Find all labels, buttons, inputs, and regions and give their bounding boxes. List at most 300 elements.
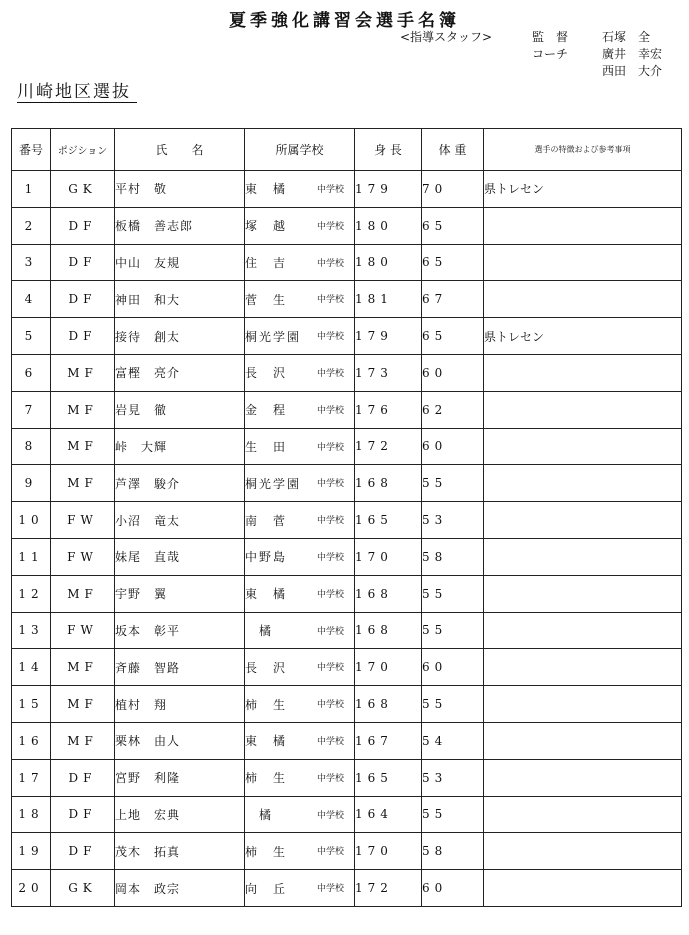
player-school (245, 686, 355, 723)
player-school (245, 171, 355, 208)
player-height-text: 168 (355, 697, 393, 712)
document-title: 夏季強化講習会選手名簿 (229, 11, 460, 31)
player-number-text: 10 (18, 513, 44, 528)
player-school-text: 長 沢 (245, 660, 288, 675)
player-name-text: 富樫 亮介 (115, 366, 181, 381)
player-name (115, 207, 245, 244)
player-school (245, 833, 355, 870)
player-number-text: 17 (18, 770, 44, 785)
player-notes (484, 207, 682, 244)
player-notes-text: 県トレセン (484, 182, 545, 197)
staff-name: 廣井 幸宏 (602, 47, 663, 61)
player-number (12, 612, 51, 649)
player-name-text: 神田 和大 (115, 292, 181, 307)
school-suffix: 中学校 (316, 442, 344, 453)
player-name-text: 板橋 善志郎 (115, 219, 194, 234)
header-name: 氏 名 (115, 129, 245, 171)
player-notes (484, 575, 682, 612)
player-height (355, 686, 422, 723)
player-name (115, 870, 245, 907)
player-position (51, 759, 115, 796)
player-notes (484, 870, 682, 907)
player-weight-text: 55 (422, 623, 448, 638)
school-suffix: 中学校 (316, 847, 344, 858)
table-row (12, 612, 682, 649)
player-school (245, 318, 355, 355)
player-height (355, 354, 422, 391)
school-suffix: 中学校 (316, 663, 344, 674)
player-position (51, 796, 115, 833)
player-height (355, 538, 422, 575)
player-school (245, 465, 355, 502)
player-notes (484, 649, 682, 686)
player-position-text: DF (68, 255, 97, 270)
player-name-text: 宮野 利隆 (115, 771, 181, 786)
header-weight: 体 重 (422, 129, 484, 171)
player-school-text: 長 沢 (245, 366, 288, 381)
school-suffix: 中学校 (316, 589, 344, 600)
player-number (12, 870, 51, 907)
player-weight (422, 649, 484, 686)
table-row (12, 244, 682, 281)
player-name (115, 354, 245, 391)
player-name (115, 171, 245, 208)
player-position-text: DF (68, 329, 97, 344)
player-height (355, 649, 422, 686)
player-notes (484, 759, 682, 796)
table-row (12, 796, 682, 833)
player-school (245, 207, 355, 244)
player-position (51, 207, 115, 244)
table-row (12, 870, 682, 907)
player-position-text: GK (68, 181, 97, 196)
player-notes (484, 318, 682, 355)
player-weight-text: 60 (422, 881, 448, 896)
player-number (12, 354, 51, 391)
player-weight-text: 62 (422, 402, 448, 417)
player-height-text: 168 (355, 476, 393, 491)
player-position (51, 465, 115, 502)
header-height: 身 長 (355, 129, 422, 171)
player-weight-text: 60 (422, 365, 448, 380)
player-school-text: 橘 (245, 623, 274, 638)
table-row (12, 722, 682, 759)
header-notes: 選手の特徴および参考事項 (484, 129, 682, 171)
player-school (245, 538, 355, 575)
player-weight-text: 58 (422, 549, 448, 564)
player-weight (422, 612, 484, 649)
player-number (12, 502, 51, 539)
player-number-text: 18 (18, 807, 44, 822)
player-number-text: 5 (24, 329, 38, 344)
player-number-text: 14 (18, 660, 44, 675)
player-name (115, 612, 245, 649)
player-weight (422, 722, 484, 759)
player-weight-text: 60 (422, 439, 448, 454)
player-weight (422, 759, 484, 796)
player-school-text: 東 橘 (245, 182, 288, 197)
school-suffix: 中学校 (316, 700, 344, 711)
player-number-text: 1 (24, 181, 38, 196)
school-suffix: 中学校 (316, 773, 344, 784)
player-school-text: 向 丘 (245, 881, 288, 896)
player-position (51, 722, 115, 759)
player-position-text: FW (67, 623, 98, 638)
player-position (51, 391, 115, 428)
player-position (51, 281, 115, 318)
player-position (51, 354, 115, 391)
staff-role: 監 督 (532, 30, 569, 44)
player-name-text: 茂木 拓真 (115, 844, 181, 859)
player-height (355, 391, 422, 428)
player-number (12, 465, 51, 502)
player-name-text: 峠 大輝 (115, 439, 168, 454)
school-suffix: 中学校 (316, 810, 344, 821)
school-suffix: 中学校 (316, 258, 344, 269)
player-number-text: 15 (18, 697, 44, 712)
player-weight (422, 502, 484, 539)
player-position-text: GK (68, 881, 97, 896)
player-number-text: 4 (24, 292, 38, 307)
player-school-text: 東 橘 (245, 587, 288, 602)
player-name-text: 接待 創太 (115, 329, 181, 344)
player-weight (422, 870, 484, 907)
player-weight-text: 65 (422, 218, 448, 233)
player-name-text: 芦澤 駿介 (115, 476, 181, 491)
player-height-text: 167 (355, 733, 393, 748)
table-row (12, 538, 682, 575)
player-height-text: 179 (355, 181, 393, 196)
player-position (51, 502, 115, 539)
player-name (115, 575, 245, 612)
player-height-text: 172 (355, 881, 393, 896)
player-notes (484, 428, 682, 465)
player-school-text: 柿 生 (245, 844, 288, 859)
player-weight-text: 65 (422, 329, 448, 344)
player-name (115, 391, 245, 428)
player-weight-text: 53 (422, 513, 448, 528)
player-weight (422, 281, 484, 318)
player-school-text: 住 吉 (245, 255, 288, 270)
player-name (115, 465, 245, 502)
player-weight-text: 55 (422, 476, 448, 491)
player-number-text: 8 (24, 439, 38, 454)
player-notes (484, 391, 682, 428)
player-notes (484, 538, 682, 575)
table-row (12, 281, 682, 318)
school-suffix: 中学校 (316, 405, 344, 416)
player-school (245, 870, 355, 907)
player-notes (484, 686, 682, 723)
player-position-text: MF (67, 697, 98, 712)
table-row (12, 207, 682, 244)
table-row (12, 649, 682, 686)
player-position (51, 870, 115, 907)
player-position-text: MF (67, 586, 98, 601)
player-name (115, 428, 245, 465)
player-position-text: MF (67, 733, 98, 748)
player-notes (484, 796, 682, 833)
player-school (245, 244, 355, 281)
player-school-text: 菅 生 (245, 292, 288, 307)
player-school (245, 722, 355, 759)
player-school (245, 796, 355, 833)
player-height (355, 207, 422, 244)
staff-name: 石塚 全 (602, 30, 651, 44)
player-school (245, 759, 355, 796)
school-suffix: 中学校 (316, 185, 344, 195)
player-height-text: 180 (355, 218, 393, 233)
table-row (12, 833, 682, 870)
player-weight (422, 391, 484, 428)
player-number (12, 171, 51, 208)
player-name-text: 栗林 由人 (115, 734, 181, 749)
player-height-text: 170 (355, 549, 393, 564)
player-number (12, 281, 51, 318)
player-weight (422, 686, 484, 723)
player-weight (422, 244, 484, 281)
player-number-text: 12 (18, 586, 44, 601)
school-suffix: 中学校 (316, 295, 344, 306)
player-name (115, 796, 245, 833)
player-height-text: 176 (355, 402, 393, 417)
player-weight (422, 428, 484, 465)
player-height-text: 168 (355, 586, 393, 601)
school-suffix: 中学校 (316, 884, 344, 895)
player-weight-text: 53 (422, 770, 448, 785)
player-height (355, 171, 422, 208)
player-name-text: 中山 友規 (115, 255, 181, 270)
player-number (12, 207, 51, 244)
player-height-text: 181 (355, 292, 393, 307)
player-position (51, 612, 115, 649)
player-position-text: DF (68, 807, 97, 822)
player-height-text: 170 (355, 660, 393, 675)
header-school: 所属学校 (245, 129, 355, 171)
player-height-text: 179 (355, 329, 393, 344)
player-number-text: 7 (24, 402, 38, 417)
player-position-text: DF (68, 292, 97, 307)
player-notes (484, 281, 682, 318)
player-position-text: MF (67, 402, 98, 417)
school-suffix: 中学校 (316, 552, 344, 563)
player-weight (422, 833, 484, 870)
player-school-text: 柿 生 (245, 697, 288, 712)
roster-body (12, 171, 682, 907)
player-height (355, 318, 422, 355)
player-school (245, 502, 355, 539)
player-number-text: 19 (18, 844, 44, 859)
player-weight (422, 796, 484, 833)
player-school-text: 南 菅 (245, 513, 288, 528)
player-notes (484, 354, 682, 391)
player-weight (422, 318, 484, 355)
player-height-text: 165 (355, 513, 393, 528)
player-school (245, 612, 355, 649)
player-name-text: 平村 敬 (115, 182, 168, 197)
school-suffix: 中学校 (316, 332, 344, 343)
player-school-text: 東 橘 (245, 734, 288, 749)
school-suffix: 中学校 (316, 626, 344, 637)
player-name (115, 759, 245, 796)
player-height (355, 281, 422, 318)
player-name (115, 538, 245, 575)
player-height-text: 173 (355, 365, 393, 380)
player-height-text: 168 (355, 623, 393, 638)
player-number (12, 538, 51, 575)
player-weight-text: 65 (422, 255, 448, 270)
player-position-text: FW (67, 549, 98, 564)
player-position (51, 318, 115, 355)
player-weight-text: 55 (422, 807, 448, 822)
player-weight (422, 354, 484, 391)
player-number (12, 722, 51, 759)
player-weight-text: 67 (422, 292, 448, 307)
player-height-text: 164 (355, 807, 393, 822)
player-notes (484, 465, 682, 502)
table-row (12, 465, 682, 502)
player-school-text: 金 程 (245, 403, 288, 418)
player-weight (422, 207, 484, 244)
player-school (245, 649, 355, 686)
player-notes (484, 833, 682, 870)
staff-name: 西田 大介 (602, 64, 663, 78)
player-height (355, 502, 422, 539)
player-position-text: DF (68, 844, 97, 859)
player-school-text: 中野島 (245, 550, 288, 565)
table-row (12, 575, 682, 612)
player-position (51, 575, 115, 612)
player-number (12, 428, 51, 465)
player-position-text: MF (67, 660, 98, 675)
player-number-text: 6 (24, 365, 38, 380)
player-notes (484, 244, 682, 281)
player-name (115, 833, 245, 870)
player-position (51, 428, 115, 465)
player-number (12, 686, 51, 723)
player-name-text: 坂本 彰平 (115, 623, 181, 638)
player-name (115, 502, 245, 539)
player-number-text: 3 (24, 255, 38, 270)
player-name-text: 小沼 竜太 (115, 513, 181, 528)
school-suffix: 中学校 (316, 221, 344, 232)
player-number (12, 575, 51, 612)
player-position-text: DF (68, 770, 97, 785)
player-name (115, 281, 245, 318)
player-weight (422, 465, 484, 502)
player-height (355, 722, 422, 759)
player-name (115, 686, 245, 723)
player-position-text: MF (67, 365, 98, 380)
player-height (355, 575, 422, 612)
staff-heading: <指導スタッフ> (400, 30, 493, 44)
player-school (245, 391, 355, 428)
player-position-text: MF (67, 476, 98, 491)
player-height (355, 612, 422, 649)
player-notes (484, 171, 682, 208)
player-name (115, 722, 245, 759)
player-number (12, 796, 51, 833)
player-position (51, 171, 115, 208)
player-weight (422, 538, 484, 575)
player-school (245, 281, 355, 318)
player-number (12, 244, 51, 281)
player-notes (484, 502, 682, 539)
player-weight-text: 55 (422, 697, 448, 712)
table-row (12, 171, 682, 208)
player-notes (484, 722, 682, 759)
header-no: 番号 (12, 129, 51, 171)
player-position-text: MF (67, 439, 98, 454)
school-suffix: 中学校 (316, 479, 344, 490)
player-notes-text: 県トレセン (484, 329, 545, 344)
player-height (355, 244, 422, 281)
player-height-text: 165 (355, 770, 393, 785)
player-height (355, 796, 422, 833)
player-position-text: FW (67, 513, 98, 528)
player-school-text: 生 田 (245, 439, 288, 454)
table-row (12, 428, 682, 465)
player-number (12, 833, 51, 870)
player-height (355, 870, 422, 907)
player-number-text: 9 (24, 476, 38, 491)
player-school-text: 桐光学園 (245, 329, 302, 344)
player-height-text: 180 (355, 255, 393, 270)
player-school (245, 354, 355, 391)
player-name-text: 岩見 徹 (115, 403, 168, 418)
player-height (355, 465, 422, 502)
player-weight-text: 54 (422, 733, 448, 748)
player-number (12, 391, 51, 428)
staff-role: コーチ (532, 47, 569, 61)
player-weight-text: 60 (422, 660, 448, 675)
player-weight-text: 70 (422, 181, 448, 196)
player-name-text: 上地 宏典 (115, 807, 181, 822)
player-school-text: 橘 (245, 807, 274, 822)
player-position-text: DF (68, 218, 97, 233)
player-school (245, 575, 355, 612)
school-suffix: 中学校 (316, 736, 344, 747)
player-weight (422, 575, 484, 612)
player-position (51, 833, 115, 870)
player-position (51, 538, 115, 575)
player-school-text: 桐光学園 (245, 476, 302, 491)
roster-table (11, 128, 682, 907)
player-number-text: 11 (18, 549, 44, 564)
player-height-text: 172 (355, 439, 393, 454)
header-position: ポジション (51, 129, 115, 171)
player-name-text: 岡本 政宗 (115, 881, 181, 896)
school-suffix: 中学校 (316, 516, 344, 527)
player-school-text: 塚 越 (245, 219, 288, 234)
player-name-text: 斉藤 智路 (115, 660, 181, 675)
table-row (12, 318, 682, 355)
table-row (12, 759, 682, 796)
player-name (115, 649, 245, 686)
player-school (245, 428, 355, 465)
region-heading: 川崎地区選抜 (17, 82, 137, 103)
player-number-text: 2 (24, 218, 38, 233)
player-position (51, 686, 115, 723)
player-height (355, 833, 422, 870)
table-row (12, 502, 682, 539)
player-name-text: 妹尾 直哉 (115, 550, 181, 565)
player-notes (484, 612, 682, 649)
player-weight (422, 171, 484, 208)
table-row (12, 354, 682, 391)
player-height-text: 170 (355, 844, 393, 859)
player-name-text: 宇野 翼 (115, 587, 168, 602)
